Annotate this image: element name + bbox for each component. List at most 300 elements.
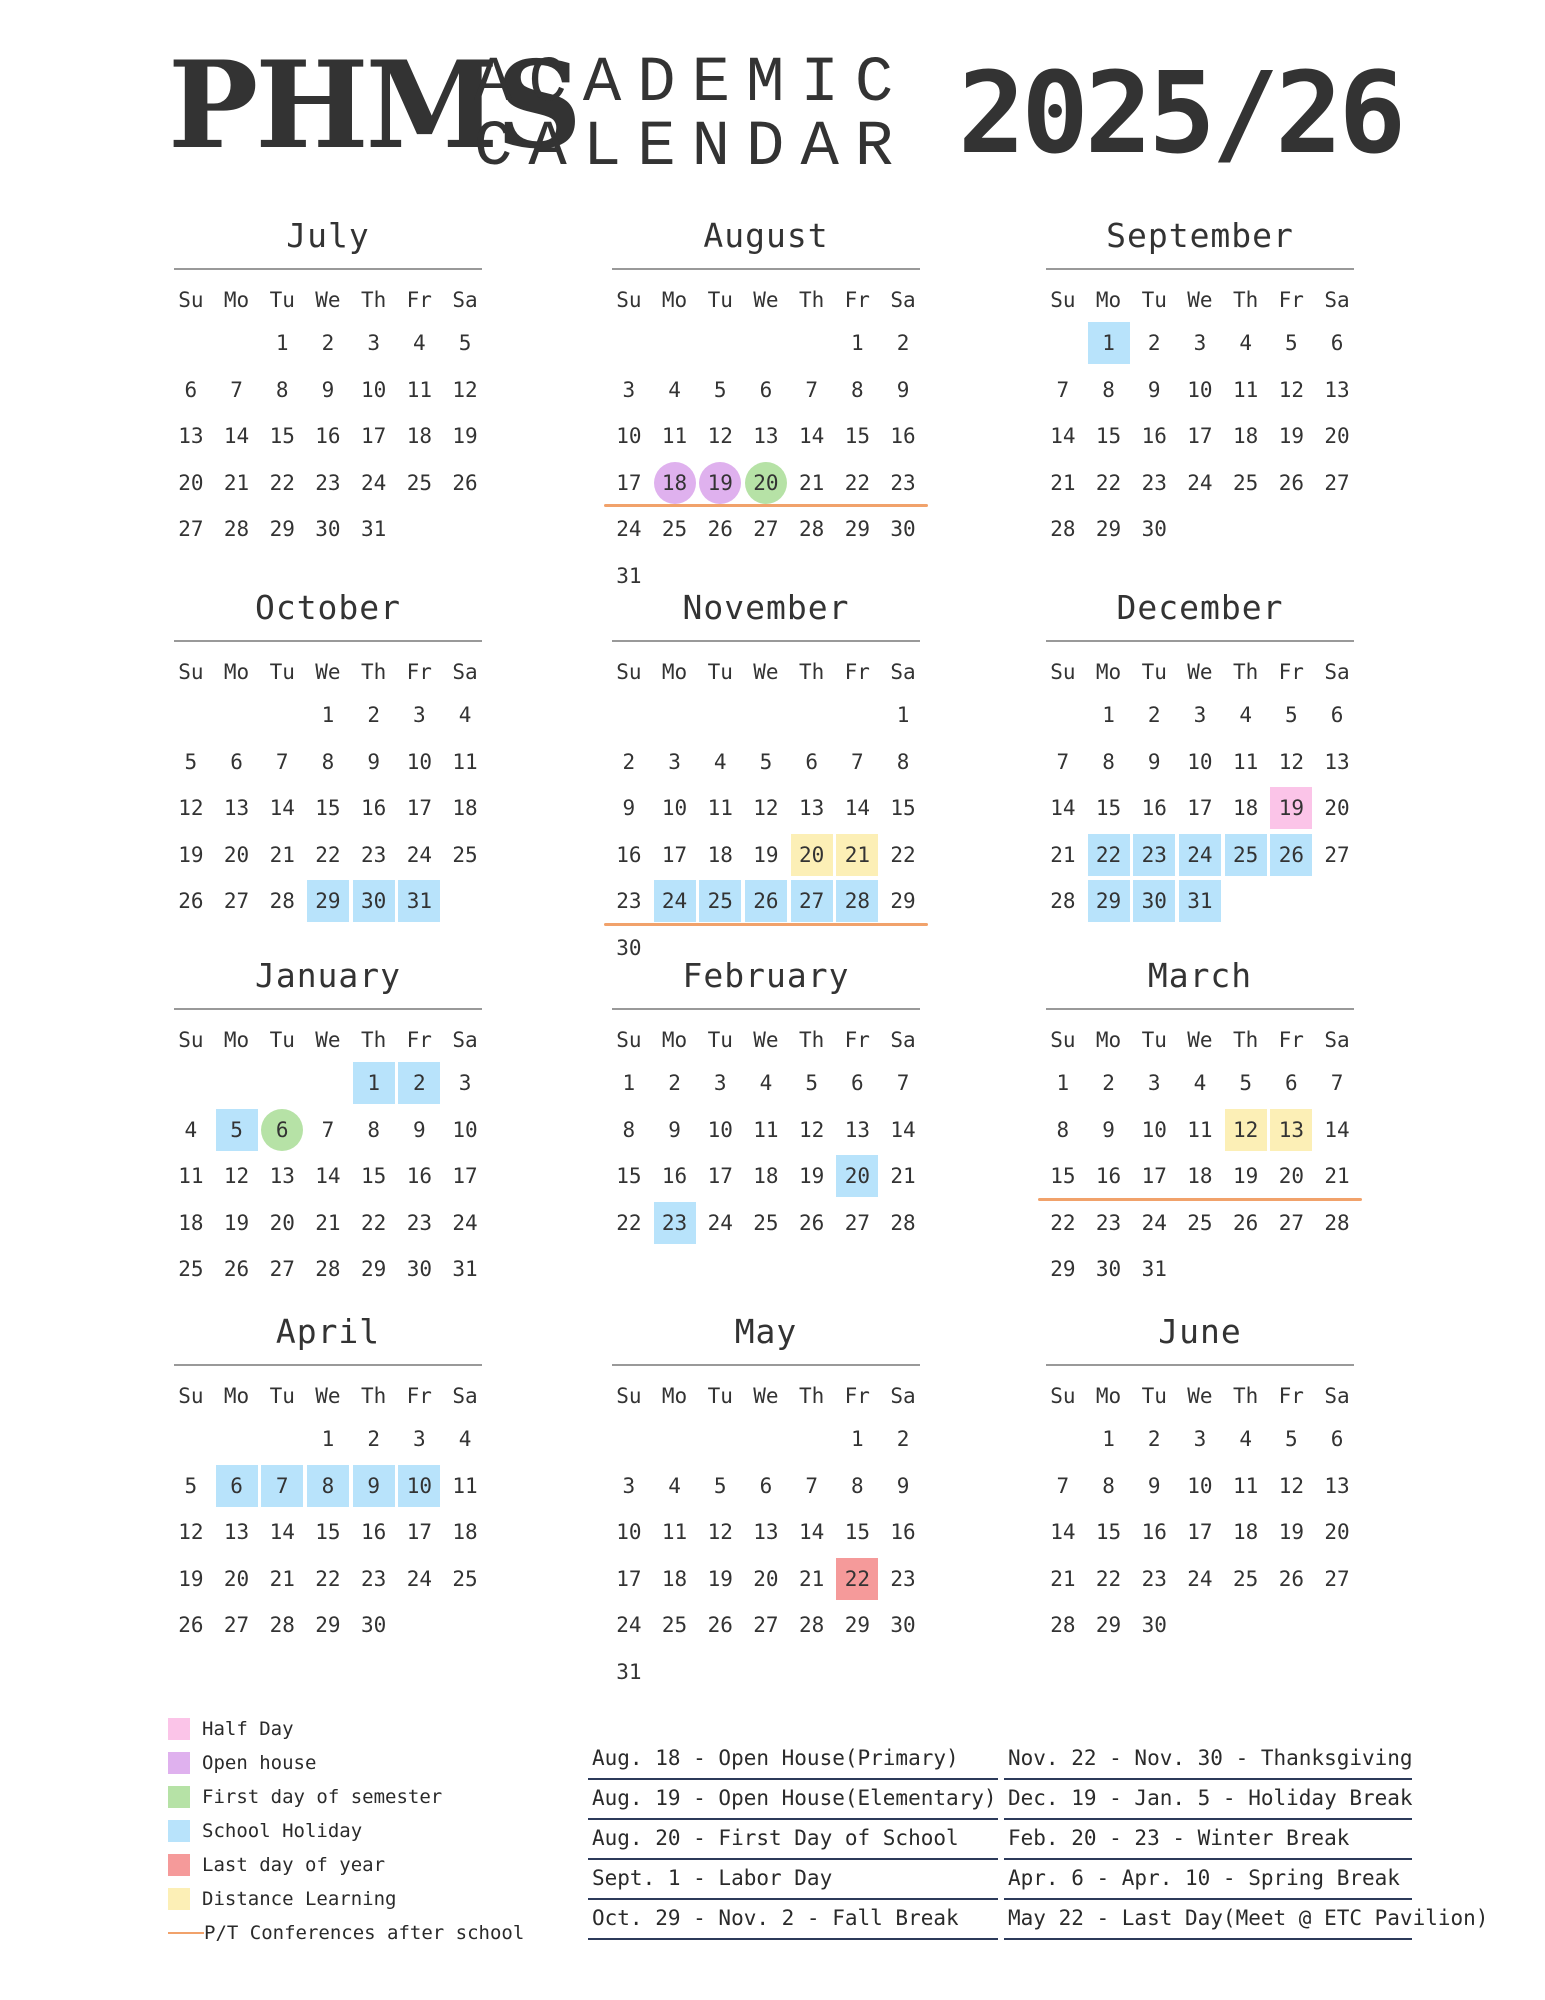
day-cell: 18 <box>1232 424 1259 448</box>
weekday-label: Tu <box>269 1384 295 1408</box>
weekday-label: Fr <box>844 1384 870 1408</box>
weekday-header <box>606 652 926 692</box>
legend-item <box>168 1814 524 1848</box>
day-cell: 19 <box>707 1566 733 1591</box>
day-cell: 18 <box>406 424 432 448</box>
day-cell: 15 <box>1095 1520 1122 1544</box>
day-cell: 18 <box>178 1210 204 1235</box>
day-cell: 5 <box>759 749 773 774</box>
month-divider <box>174 640 482 642</box>
day-cell: 27 <box>223 1613 250 1637</box>
day-cell: 4 <box>1239 331 1252 355</box>
title-line-1: ACADEMIC <box>474 48 910 120</box>
day-cell: 27 <box>223 889 250 913</box>
day-cell: 20 <box>745 462 787 504</box>
events-list-left <box>588 1740 998 1940</box>
day-grid <box>1040 1416 1360 1649</box>
weekday-label: We <box>1187 1384 1213 1408</box>
day-cell: 1 <box>1056 1071 1070 1095</box>
day-cell: 8 <box>851 1473 864 1498</box>
legend-item <box>168 1712 524 1746</box>
day-cell: 9 <box>1147 749 1161 774</box>
day-cell: 13 <box>1324 377 1350 402</box>
weekday-label: Mo <box>223 660 250 684</box>
day-grid <box>1040 692 1360 925</box>
day-cell: 9 <box>896 377 910 402</box>
day-cell: 26 <box>1278 1566 1304 1591</box>
event-item: Sept. 1 - Labor Day <box>588 1860 998 1900</box>
day-grid <box>168 1416 488 1649</box>
day-cell: 19 <box>223 1210 250 1235</box>
day-cell: 16 <box>1141 796 1167 820</box>
day-cell: 29 <box>315 1613 341 1637</box>
day-cell: 10 <box>1141 1117 1167 1142</box>
month-october <box>168 584 488 925</box>
day-cell: 4 <box>1193 1071 1207 1095</box>
day-cell: 19 <box>178 1566 204 1591</box>
day-cell: 20 <box>223 842 250 867</box>
month-february <box>606 952 926 1246</box>
day-cell: 10 <box>1187 749 1213 774</box>
school-year: 2025/26 <box>958 49 1403 179</box>
day-cell: 26 <box>745 880 787 922</box>
month-divider <box>612 268 920 270</box>
day-cell: 26 <box>707 517 733 541</box>
day-grid <box>168 320 488 553</box>
day-cell: 11 <box>707 796 733 820</box>
day-cell: 10 <box>398 1465 440 1507</box>
day-cell: 21 <box>836 834 878 876</box>
weekday-label: Mo <box>1095 288 1122 312</box>
day-cell: 10 <box>452 1117 478 1142</box>
day-cell: 4 <box>1239 1427 1252 1451</box>
weekday-label: Su <box>1050 660 1076 684</box>
day-cell: 14 <box>798 424 825 448</box>
day-cell: 28 <box>315 1257 341 1281</box>
month-name: July <box>286 216 370 255</box>
month-march <box>1040 952 1360 1293</box>
weekday-label: Sa <box>890 1384 916 1408</box>
day-cell: 18 <box>654 462 696 504</box>
day-cell: 13 <box>1324 1473 1350 1498</box>
day-cell: 9 <box>1147 1473 1161 1498</box>
day-cell: 19 <box>1270 787 1312 829</box>
day-cell: 3 <box>622 377 636 402</box>
day-cell: 16 <box>890 424 916 448</box>
day-cell: 31 <box>1141 1257 1167 1281</box>
day-cell: 13 <box>753 1520 779 1544</box>
day-cell: 23 <box>890 470 916 495</box>
day-cell: 8 <box>622 1117 636 1142</box>
weekday-label: Tu <box>1141 1384 1167 1408</box>
day-cell: 5 <box>458 331 472 355</box>
day-cell: 14 <box>844 796 870 820</box>
day-cell: 24 <box>1179 834 1221 876</box>
weekday-label: Tu <box>1141 288 1167 312</box>
day-cell: 20 <box>1324 1520 1350 1544</box>
day-cell: 5 <box>713 377 727 402</box>
day-cell: 22 <box>616 1210 642 1235</box>
day-cell: 21 <box>269 842 295 867</box>
legend-label: First day of semester <box>202 1786 443 1808</box>
day-cell: 3 <box>413 703 426 727</box>
day-cell: 27 <box>844 1210 870 1235</box>
day-cell: 17 <box>1187 1520 1213 1544</box>
weekday-header <box>1040 1376 1360 1416</box>
day-cell: 20 <box>269 1210 295 1235</box>
day-cell: 31 <box>452 1257 478 1281</box>
day-cell: 30 <box>890 1613 916 1637</box>
month-name: December <box>1116 588 1284 627</box>
day-cell: 21 <box>890 1164 916 1188</box>
weekday-header <box>168 1376 488 1416</box>
weekday-label: Fr <box>406 1028 432 1052</box>
event-item: Feb. 20 - 23 - Winter Break <box>1004 1820 1412 1860</box>
day-cell: 25 <box>1187 1210 1213 1235</box>
day-cell: 11 <box>178 1164 204 1188</box>
event-item: Nov. 22 - Nov. 30 - Thanksgiving <box>1004 1740 1412 1780</box>
weekday-label: Tu <box>269 1028 295 1052</box>
day-cell: 14 <box>798 1520 825 1544</box>
weekday-label: Sa <box>1324 660 1350 684</box>
weekday-header <box>168 1020 488 1060</box>
day-cell: 2 <box>622 749 636 774</box>
day-cell: 28 <box>836 880 878 922</box>
day-cell: 23 <box>1141 1566 1167 1591</box>
month-name: September <box>1106 216 1294 255</box>
weekday-label: Fr <box>1278 288 1304 312</box>
day-cell: 2 <box>367 1427 380 1451</box>
day-cell: 26 <box>1270 834 1312 876</box>
day-cell: 27 <box>178 517 204 541</box>
day-cell: 7 <box>1056 1473 1070 1498</box>
weekday-label: Th <box>1232 1028 1259 1052</box>
month-june <box>1040 1308 1360 1649</box>
legend-swatch <box>168 1820 190 1842</box>
weekday-header <box>606 1020 926 1060</box>
legend-swatch <box>168 1752 190 1774</box>
legend-label: P/T Conferences after school <box>204 1922 525 1944</box>
day-cell: 3 <box>622 1473 636 1498</box>
weekday-label: We <box>315 1384 341 1408</box>
day-cell: 22 <box>315 842 341 867</box>
day-cell: 10 <box>360 377 387 402</box>
day-cell: 10 <box>406 749 432 774</box>
day-cell: 21 <box>1324 1164 1350 1188</box>
day-cell: 5 <box>1239 1071 1252 1095</box>
day-cell: 4 <box>668 377 681 402</box>
day-cell: 24 <box>1141 1210 1167 1235</box>
day-cell: 11 <box>1232 377 1259 402</box>
month-name: October <box>254 588 402 627</box>
day-cell: 16 <box>360 1520 387 1544</box>
day-cell: 14 <box>315 1164 341 1188</box>
weekday-label: Fr <box>406 288 432 312</box>
weekday-label: Th <box>360 288 387 312</box>
day-cell: 19 <box>1232 1164 1259 1188</box>
day-cell: 4 <box>759 1071 773 1095</box>
day-cell: 26 <box>1278 470 1304 495</box>
day-cell: 26 <box>178 1613 204 1637</box>
day-cell: 21 <box>315 1210 341 1235</box>
weekday-label: Fr <box>406 1384 432 1408</box>
day-cell: 5 <box>713 1473 727 1498</box>
day-cell: 8 <box>1102 377 1115 402</box>
weekday-label: Fr <box>1278 1028 1304 1052</box>
day-cell: 23 <box>406 1210 432 1235</box>
day-cell: 30 <box>1095 1257 1122 1281</box>
weekday-label: We <box>315 288 341 312</box>
school-name: PHMS <box>168 35 580 176</box>
day-cell: 11 <box>661 1520 688 1544</box>
day-cell: 28 <box>1324 1210 1350 1235</box>
day-cell: 13 <box>753 424 779 448</box>
weekday-header <box>606 280 926 320</box>
day-cell: 10 <box>707 1117 733 1142</box>
month-divider <box>612 1008 920 1010</box>
day-cell: 26 <box>1232 1210 1259 1235</box>
day-grid <box>606 320 926 599</box>
day-cell: 15 <box>1095 796 1122 820</box>
day-cell: 8 <box>367 1117 380 1142</box>
day-cell: 11 <box>661 424 688 448</box>
day-cell: 17 <box>406 1520 432 1544</box>
day-cell: 13 <box>1324 749 1350 774</box>
day-cell: 6 <box>759 377 773 402</box>
day-cell: 18 <box>452 1520 478 1544</box>
day-cell: 24 <box>654 880 696 922</box>
day-cell: 5 <box>184 749 198 774</box>
weekday-label: Su <box>178 1384 204 1408</box>
month-name: November <box>682 588 850 627</box>
day-cell: 3 <box>1193 703 1207 727</box>
day-cell: 8 <box>896 749 910 774</box>
day-cell: 5 <box>805 1071 818 1095</box>
day-cell: 29 <box>1050 1257 1076 1281</box>
weekday-label: Sa <box>890 660 916 684</box>
day-cell: 23 <box>1095 1210 1122 1235</box>
weekday-label: We <box>753 1028 779 1052</box>
day-cell: 18 <box>707 842 733 867</box>
day-cell: 27 <box>791 880 833 922</box>
day-cell: 22 <box>1050 1210 1076 1235</box>
day-cell: 30 <box>1141 517 1167 541</box>
day-cell: 23 <box>1133 834 1175 876</box>
day-cell: 8 <box>1056 1117 1070 1142</box>
weekday-label: Tu <box>707 660 733 684</box>
weekday-label: We <box>315 660 341 684</box>
conference-underline <box>604 923 928 926</box>
month-january <box>168 952 488 1293</box>
day-cell: 15 <box>844 424 870 448</box>
day-cell: 12 <box>178 796 204 820</box>
day-cell: 13 <box>1270 1109 1312 1151</box>
legend-swatch <box>168 1786 190 1808</box>
day-cell: 20 <box>791 834 833 876</box>
day-cell: 28 <box>1050 889 1076 913</box>
day-cell: 27 <box>269 1257 295 1281</box>
day-cell: 19 <box>699 462 741 504</box>
day-cell: 13 <box>844 1117 870 1142</box>
month-name: February <box>682 956 850 995</box>
day-cell: 12 <box>707 1520 733 1544</box>
day-cell: 1 <box>1102 703 1115 727</box>
day-cell: 9 <box>622 796 636 820</box>
event-item: Aug. 20 - First Day of School <box>588 1820 998 1860</box>
day-cell: 1 <box>851 1427 864 1451</box>
day-cell: 1 <box>353 1062 395 1104</box>
weekday-label: Mo <box>661 660 688 684</box>
legend-item <box>168 1780 524 1814</box>
day-cell: 3 <box>668 749 681 774</box>
weekday-label: Su <box>616 288 642 312</box>
day-cell: 11 <box>753 1117 779 1142</box>
conference-underline <box>1038 1198 1362 1201</box>
day-cell: 6 <box>1330 1427 1344 1451</box>
day-cell: 2 <box>398 1062 440 1104</box>
day-cell: 31 <box>398 880 440 922</box>
event-item: May 22 - Last Day(Meet @ ETC Pavilion) <box>1004 1900 1412 1940</box>
weekday-label: Sa <box>1324 1028 1350 1052</box>
legend-label: Half Day <box>202 1718 294 1740</box>
day-cell: 6 <box>1285 1071 1298 1095</box>
weekday-label: Th <box>360 1384 387 1408</box>
day-cell: 29 <box>360 1257 387 1281</box>
day-cell: 24 <box>1187 1566 1213 1591</box>
weekday-label: Fr <box>406 660 432 684</box>
day-grid <box>606 692 926 971</box>
day-cell: 3 <box>1147 1071 1161 1095</box>
legend-swatch <box>168 1718 190 1740</box>
month-name: May <box>734 1312 798 1351</box>
day-cell: 3 <box>713 1071 727 1095</box>
weekday-label: Mo <box>1095 1384 1122 1408</box>
legend-item <box>168 1746 524 1780</box>
day-cell: 17 <box>452 1164 478 1188</box>
day-cell: 17 <box>1187 424 1213 448</box>
day-cell: 14 <box>1050 796 1076 820</box>
weekday-label: Mo <box>661 1384 688 1408</box>
month-name: June <box>1158 1312 1242 1351</box>
day-cell: 12 <box>223 1164 250 1188</box>
weekday-label: Su <box>1050 288 1076 312</box>
day-cell: 22 <box>315 1566 341 1591</box>
day-cell: 20 <box>1324 796 1350 820</box>
day-cell: 27 <box>753 1613 779 1637</box>
day-cell: 14 <box>1324 1117 1350 1142</box>
day-cell: 10 <box>616 424 642 448</box>
month-name: April <box>275 1312 381 1351</box>
day-cell: 2 <box>367 703 380 727</box>
day-cell: 23 <box>616 889 642 913</box>
weekday-label: Fr <box>844 1028 870 1052</box>
day-cell: 9 <box>353 1465 395 1507</box>
month-april <box>168 1308 488 1649</box>
day-cell: 21 <box>269 1566 295 1591</box>
day-cell: 20 <box>1278 1164 1304 1188</box>
day-cell: 27 <box>1324 842 1350 867</box>
day-cell: 5 <box>216 1109 258 1151</box>
day-cell: 25 <box>1225 834 1267 876</box>
day-cell: 19 <box>1278 1520 1304 1544</box>
legend-swatch <box>168 1854 190 1876</box>
day-cell: 12 <box>1278 377 1304 402</box>
month-august <box>606 212 926 599</box>
day-cell: 29 <box>844 517 870 541</box>
day-cell: 6 <box>230 749 243 774</box>
day-cell: 5 <box>184 1473 198 1498</box>
day-cell: 29 <box>890 889 916 913</box>
day-cell: 7 <box>1056 749 1070 774</box>
day-cell: 29 <box>1095 1613 1122 1637</box>
weekday-label: Fr <box>844 288 870 312</box>
day-cell: 1 <box>321 703 335 727</box>
day-cell: 25 <box>1232 1566 1259 1591</box>
weekday-label: Tu <box>707 288 733 312</box>
day-cell: 19 <box>798 1164 825 1188</box>
weekday-label: Mo <box>1095 660 1122 684</box>
day-cell: 26 <box>223 1257 250 1281</box>
weekday-label: We <box>753 660 779 684</box>
weekday-header <box>1040 652 1360 692</box>
day-cell: 19 <box>452 424 478 448</box>
weekday-label: We <box>1187 288 1213 312</box>
day-cell: 2 <box>896 1427 910 1451</box>
day-cell: 3 <box>367 331 380 355</box>
day-cell: 28 <box>223 517 250 541</box>
day-cell: 6 <box>1330 331 1344 355</box>
day-cell: 12 <box>452 377 478 402</box>
day-cell: 5 <box>1285 331 1298 355</box>
day-cell: 28 <box>798 1613 825 1637</box>
day-cell: 17 <box>616 470 642 495</box>
day-cell: 24 <box>616 517 642 541</box>
day-cell: 17 <box>1141 1164 1167 1188</box>
day-cell: 5 <box>1285 703 1298 727</box>
day-cell: 8 <box>321 749 335 774</box>
day-cell: 28 <box>798 517 825 541</box>
day-cell: 28 <box>269 1613 295 1637</box>
legend-label: Distance Learning <box>202 1888 397 1910</box>
weekday-label: Sa <box>452 288 478 312</box>
day-cell: 15 <box>1050 1164 1076 1188</box>
day-cell: 30 <box>406 1257 432 1281</box>
day-cell: 27 <box>1278 1210 1304 1235</box>
weekday-label: Mo <box>1095 1028 1122 1052</box>
day-cell: 1 <box>321 1427 335 1451</box>
day-cell: 25 <box>699 880 741 922</box>
day-cell: 2 <box>1102 1071 1115 1095</box>
weekday-label: Tu <box>269 660 295 684</box>
day-cell: 12 <box>1278 749 1304 774</box>
weekday-label: We <box>1187 660 1213 684</box>
day-cell: 6 <box>216 1465 258 1507</box>
day-cell: 30 <box>616 935 642 960</box>
day-cell: 4 <box>458 703 472 727</box>
weekday-label: Tu <box>707 1028 733 1052</box>
day-cell: 16 <box>406 1164 432 1188</box>
day-cell: 8 <box>1102 1473 1115 1498</box>
day-cell: 1 <box>896 703 910 727</box>
day-cell: 25 <box>661 1613 688 1637</box>
day-cell: 16 <box>360 796 387 820</box>
weekday-label: Th <box>1232 1384 1259 1408</box>
day-cell: 22 <box>1088 834 1130 876</box>
month-name: August <box>703 216 829 255</box>
day-cell: 2 <box>1147 331 1161 355</box>
weekday-label: Tu <box>1141 1028 1167 1052</box>
day-cell: 24 <box>360 470 387 495</box>
